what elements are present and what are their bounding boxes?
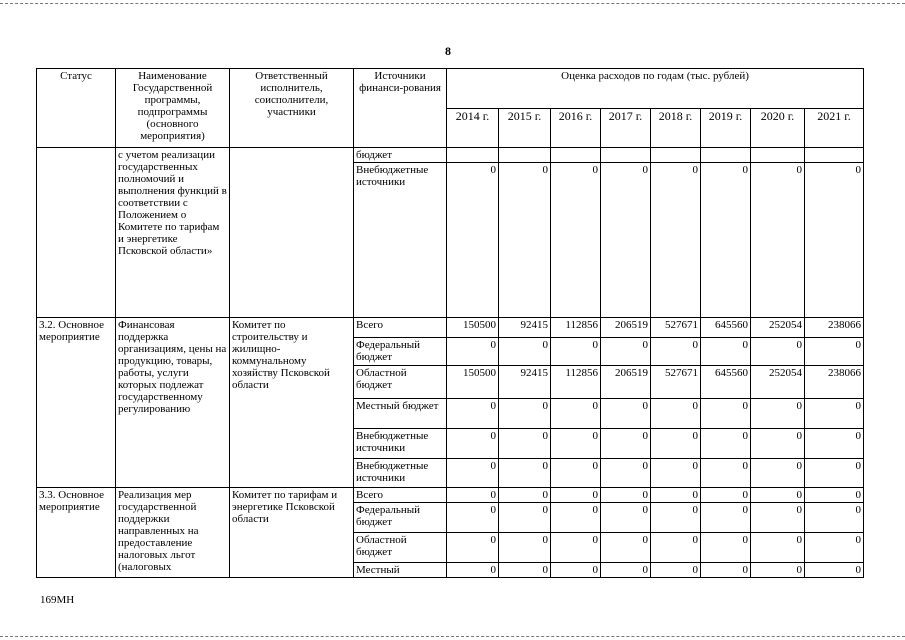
value-cell: 0 [499,459,551,488]
value-cell: 0 [551,488,601,503]
value-cell: 645560 [701,366,751,399]
value-cell: 0 [651,399,701,429]
source-cell: Областной бюджет [354,533,447,563]
value-cell: 112856 [551,318,601,338]
value-cell: 0 [701,563,751,578]
value-cell [499,148,551,163]
value-cell: 0 [551,338,601,366]
executor-cell: Комитет по строительству и жилищно-коммунальному хозяйству Псковской области [230,318,354,488]
header-year: 2021 г. [805,108,864,148]
value-cell: 0 [805,163,864,318]
value-cell: 0 [751,429,805,459]
value-cell: 0 [805,399,864,429]
scan-edge-bottom [0,636,905,637]
value-cell: 0 [651,533,701,563]
value-cell: 0 [701,533,751,563]
header-status: Статус [37,69,116,148]
value-cell: 0 [601,399,651,429]
value-cell: 0 [805,429,864,459]
value-cell: 0 [551,399,601,429]
value-cell: 206519 [601,318,651,338]
value-cell: 645560 [701,318,751,338]
executor-cell: Комитет по тарифам и энергетике Псковской области [230,488,354,578]
value-cell: 0 [447,399,499,429]
value-cell: 206519 [601,366,651,399]
value-cell: 0 [701,163,751,318]
value-cell [751,148,805,163]
value-cell [551,148,601,163]
header-executor: Ответственный исполнитель, соисполнители, участники [230,69,354,148]
value-cell: 0 [701,429,751,459]
value-cell: 0 [601,563,651,578]
program-name-cell: с учетом реализации государственных полномочий и выполнения функций в соответствии с Положением о Комитете по тарифам и энергетике Псковской области» [116,148,230,318]
header-expenses-title: Оценка расходов по годам (тыс. рублей) [447,69,864,109]
value-cell [447,148,499,163]
source-cell: Внебюджетные источники [354,429,447,459]
document-code: 169МН [40,594,75,606]
value-cell: 0 [447,459,499,488]
value-cell [601,148,651,163]
value-cell: 0 [751,563,805,578]
source-cell: Внебюджетные источники [354,163,447,318]
value-cell: 150500 [447,318,499,338]
value-cell: 0 [651,488,701,503]
header-year: 2017 г. [601,108,651,148]
value-cell [651,148,701,163]
table-row [37,318,864,338]
value-cell: 0 [701,399,751,429]
source-cell: Областной бюджет [354,366,447,399]
value-cell: 0 [601,338,651,366]
value-cell: 0 [651,503,701,533]
value-cell [701,148,751,163]
source-cell: Всего [354,488,447,503]
value-cell: 0 [751,163,805,318]
value-cell: 0 [805,533,864,563]
value-cell: 0 [601,163,651,318]
page-number: 8 [445,44,451,58]
header-sources: Источники финанси-рования [354,69,447,148]
value-cell: 112856 [551,366,601,399]
header-year: 2020 г. [751,108,805,148]
table-row [37,488,864,503]
value-cell: 0 [701,503,751,533]
header-program-name: Наименование Государственной программы, подпрограммы (основного мероприятия) [116,69,230,148]
value-cell: 0 [499,563,551,578]
source-cell: бюджет [354,148,447,163]
value-cell: 0 [701,459,751,488]
value-cell: 0 [499,338,551,366]
value-cell: 238066 [805,318,864,338]
source-cell: Всего [354,318,447,338]
value-cell: 0 [701,488,751,503]
value-cell: 0 [805,459,864,488]
value-cell: 0 [499,399,551,429]
header-year: 2015 г. [499,108,551,148]
source-cell: Местный [354,563,447,578]
value-cell: 252054 [751,318,805,338]
scan-edge-top [0,3,905,4]
value-cell: 252054 [751,366,805,399]
value-cell: 0 [651,563,701,578]
value-cell: 0 [751,459,805,488]
value-cell: 0 [447,429,499,459]
status-cell: 3.2. Основное мероприятие [37,318,116,488]
header-year: 2016 г. [551,108,601,148]
value-cell: 0 [751,488,805,503]
value-cell: 92415 [499,366,551,399]
source-cell: Федеральный бюджет [354,338,447,366]
value-cell: 92415 [499,318,551,338]
value-cell: 0 [551,459,601,488]
value-cell: 0 [499,503,551,533]
status-cell [37,148,116,318]
value-cell: 0 [651,163,701,318]
value-cell: 0 [601,429,651,459]
value-cell: 0 [499,533,551,563]
value-cell: 0 [751,338,805,366]
value-cell: 238066 [805,366,864,399]
value-cell: 0 [499,429,551,459]
value-cell: 0 [551,563,601,578]
value-cell: 0 [805,488,864,503]
value-cell: 0 [447,533,499,563]
value-cell: 0 [601,488,651,503]
header-year: 2019 г. [701,108,751,148]
value-cell [805,148,864,163]
value-cell: 0 [551,503,601,533]
value-cell: 0 [651,429,701,459]
value-cell: 0 [551,163,601,318]
status-cell: 3.3. Основное мероприятие [37,488,116,578]
value-cell: 150500 [447,366,499,399]
executor-cell [230,148,354,318]
budget-table [36,68,864,578]
value-cell: 0 [751,399,805,429]
value-cell: 0 [447,488,499,503]
value-cell: 0 [805,338,864,366]
source-cell: Федеральный бюджет [354,503,447,533]
program-name-cell: Реализация мер государственной поддержки направленных на предоставление налоговых льгот (налоговых [116,488,230,578]
value-cell: 0 [751,503,805,533]
header-year: 2014 г. [447,108,499,148]
source-cell: Внебюджетные источники [354,459,447,488]
value-cell: 527671 [651,318,701,338]
value-cell: 0 [805,503,864,533]
value-cell: 0 [499,488,551,503]
value-cell: 0 [701,338,751,366]
value-cell: 0 [601,459,651,488]
value-cell: 0 [651,338,701,366]
value-cell: 527671 [651,366,701,399]
value-cell: 0 [447,338,499,366]
header-row-1 [37,69,864,109]
value-cell: 0 [551,533,601,563]
source-cell: Местный бюджет [354,399,447,429]
header-year: 2018 г. [651,108,701,148]
value-cell: 0 [805,563,864,578]
value-cell: 0 [601,533,651,563]
table-row [37,148,864,163]
value-cell: 0 [601,503,651,533]
value-cell: 0 [447,503,499,533]
value-cell: 0 [651,459,701,488]
value-cell: 0 [447,163,499,318]
value-cell: 0 [751,533,805,563]
value-cell: 0 [447,563,499,578]
value-cell: 0 [499,163,551,318]
program-name-cell: Финансовая поддержка организациям, цены на продукцию, товары, работы, услуги которых подлежат государственному регулированию [116,318,230,488]
value-cell: 0 [551,429,601,459]
